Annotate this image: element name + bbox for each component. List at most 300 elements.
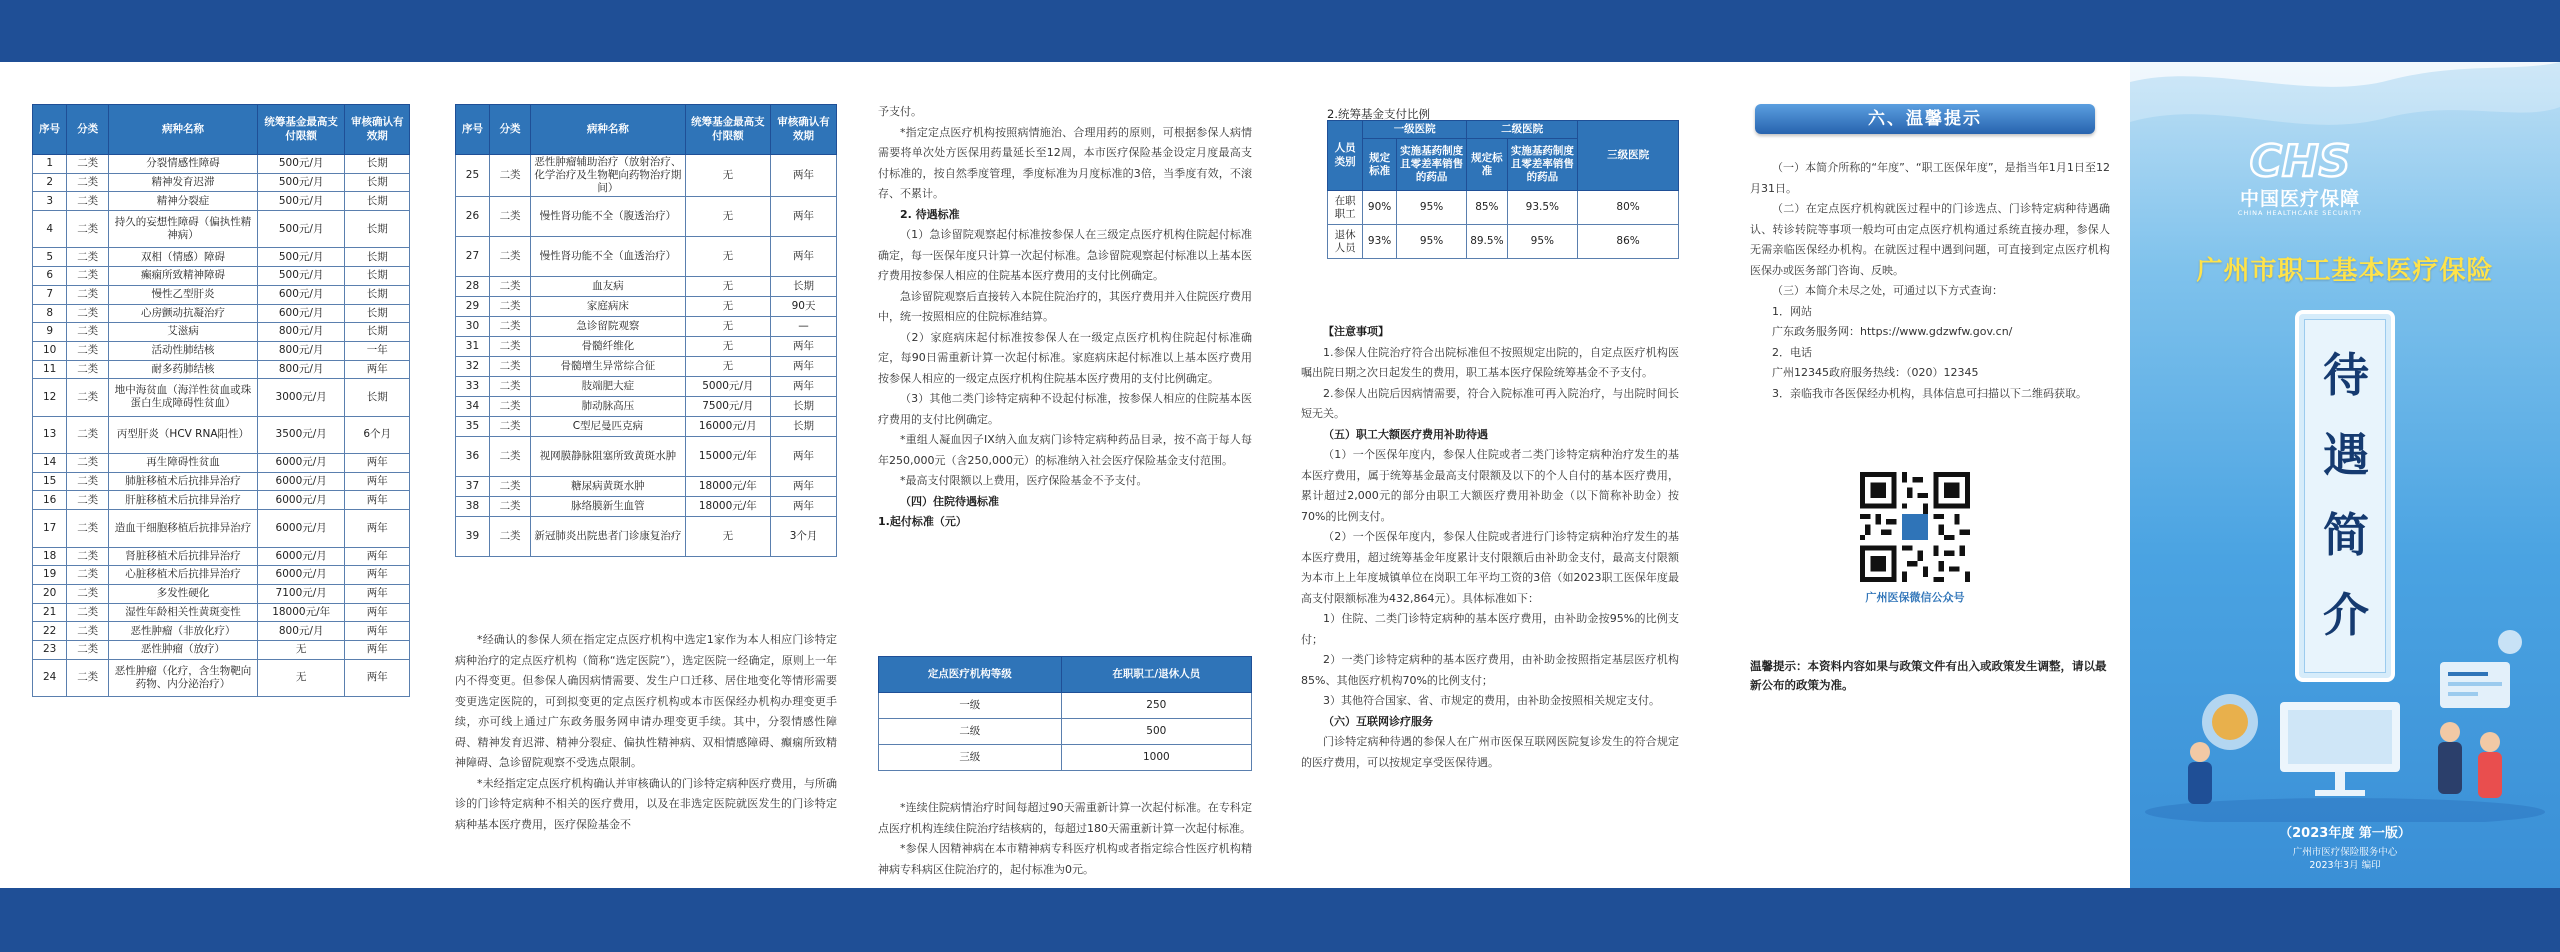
table-row [1328,225,1679,259]
table-cell: 800元/月 [257,360,344,379]
note-paragraph: *参保人因精神病在本市精神病专科医疗机构或者指定综合性医疗机构精神病专科病区住院治疗的，起付标准为0元。 [878,842,1252,876]
table-row [33,491,410,510]
table-cell: 34 [456,397,490,417]
issuer-name: 广州市医疗保险服务中心 [2292,847,2398,858]
table-cell: 39 [456,517,490,557]
table-cell: 28 [456,277,490,297]
table-cell: 二类 [67,360,109,379]
table-cell: 耐多药肺结核 [109,360,258,379]
table-row [456,297,837,317]
disease-table-2-head [456,105,837,155]
table-cell: 肝脏移植术后抗排异治疗 [109,491,258,510]
table-cell: 无 [685,317,770,337]
table-cell: 29 [456,297,490,317]
table-cell: 二类 [489,377,530,397]
table-row [456,317,837,337]
deductible-table [878,656,1252,771]
table-cell: 6000元/月 [257,547,344,566]
section-title: 六、温馨提示 [1755,104,2095,134]
cover-panel [2130,62,2560,888]
paragraph: 予支付。 [878,105,922,118]
table-cell: 二类 [489,417,530,437]
vertical-title-char: 介 [2323,588,2369,642]
table-cell: 艾滋病 [109,323,258,342]
table-cell: 退休人员 [1328,225,1363,259]
table-cell: 造血干细胞移植后抗排异治疗 [109,510,258,547]
table-cell: 新冠肺炎出院患者门诊康复治疗 [531,517,685,557]
table-cell: 36 [456,437,490,477]
table-cell: 12 [33,379,67,416]
table-row [33,285,410,304]
table-cell: 4 [33,211,67,248]
table-cell: 25 [456,155,490,197]
vertical-title-char: 待 [2323,348,2369,402]
column-header: 三级医院 [1578,121,1679,191]
brochure-sheet [0,62,2130,888]
panel-disease-list-1 [0,62,425,888]
table-cell: 6000元/月 [257,566,344,585]
table-cell: 1000 [1061,745,1251,771]
table-row [33,566,410,585]
disease-table-1-body [33,155,410,697]
note-paragraph: *经确认的参保人须在指定定点医疗机构中选定1家作为本人相应门诊特定病种治疗的定点医疗机构（简称“选定医院”），选定医院一经确定，原则上一年内不得变更。但参保人确因病情需要、发生户口迁移、居住地变化等情形需要变更选定医院的，可到拟变更的定点医疗机构或本市医保经办机构办理变更手续，亦可线上通过广东政务服务网申请办理变更手续。其中，分裂情感性障碍、精神发育迟滞、精神分裂症、偏执性精神病、双相情感障碍、癫痫所致精神障碍、急诊留院观察不受选点限制。 [455,633,837,769]
paragraph: （三）本简介未尽之处，可通过以下方式查询： [1772,284,2003,297]
deductible-table-wrap [878,656,1252,771]
table-cell: 5000元/月 [685,377,770,397]
table-cell: 10 [33,341,67,360]
table-cell: 9 [33,323,67,342]
table-cell: 6000元/月 [257,454,344,473]
table-cell: 33 [456,377,490,397]
payment-ratio-table-body [1328,191,1679,259]
column-subheader: 实施基药制度且零差率销售的药品 [1397,139,1467,191]
table-cell: 7 [33,285,67,304]
table-cell: 二类 [67,566,109,585]
table-cell: 38 [456,497,490,517]
table-cell: 双相（情感）障碍 [109,248,258,267]
table-cell: 持久的妄想性障碍（偏执性精神病） [109,211,258,248]
panel2-notes [455,630,837,835]
table-row [1328,191,1679,225]
payment-ratio-table-head [1328,121,1679,191]
table-cell: 3个月 [771,517,837,557]
table-cell: 慢性肾功能不全（血透治疗） [531,237,685,277]
table-cell: 二类 [489,277,530,297]
table-cell: 肾脏移植术后抗排异治疗 [109,547,258,566]
table-cell: 长期 [345,267,410,286]
table-cell: 二类 [67,584,109,603]
table-cell: 脉络膜新生血管 [531,497,685,517]
paragraph: （二）在定点医疗机构就医过程中的门诊选点、门诊特定病种待遇确认、转诊转院等事项一般均可由定点医疗机构通过系统直接办理，参保人无需亲临医保经办机构。在就医过程中遇到问题，可直接到定点医疗机构医保办或医务部门咨询、反映。 [1750,202,2110,277]
table-cell: 两年 [345,603,410,622]
table-cell: 500元/月 [257,267,344,286]
table-cell: 长期 [345,211,410,248]
table-cell: 93% [1363,225,1397,259]
section-heading: （六）互联网诊疗服务 [1323,714,1433,728]
table-cell: 肺脏移植术后抗排异治疗 [109,472,258,491]
table-cell: 慢性肾功能不全（腹透治疗） [531,197,685,237]
table-cell: 500元/月 [257,173,344,192]
table-row [33,323,410,342]
issue-date: 2023年3月 编印 [2309,860,2381,871]
table-cell: 23 [33,640,67,659]
paragraph: 2.参保人出院后因病情需要，符合入院标准可再入院治疗，与出院时间长短无关。 [1301,386,1679,420]
table-cell: 一年 [345,341,410,360]
people-illustration [2130,622,2560,822]
table-cell: 湿性年龄相关性黄斑变性 [109,603,258,622]
table-cell: 两年 [345,360,410,379]
table-cell: 两年 [345,659,410,696]
warm-tip: 温馨提示：本资料内容如果与政策文件有出入或政策发生调整，请以最新公布的政策为准。 [1750,659,2107,692]
table-row [456,437,837,477]
table-cell: 600元/月 [257,285,344,304]
table-cell: 27 [456,237,490,277]
table-cell: 80% [1578,191,1679,225]
table-cell: 两年 [345,472,410,491]
table-cell: 多发性硬化 [109,584,258,603]
table-cell: 20 [33,584,67,603]
table-cell: 分裂情感性障碍 [109,155,258,174]
paragraph: 门诊特定病种待遇的参保人在广州市医保互联网医院复诊发生的符合规定的医疗费用，可以按规定享受医保待遇。 [1301,735,1679,769]
paragraph: 1.参保人住院治疗符合出院标准但不按照规定出院的，自定点医疗机构医嘱出院日期之次日起发生的费用，职工基本医疗保险统筹基金不予支付。 [1301,345,1679,379]
table-cell: 21 [33,603,67,622]
table-row [33,173,410,192]
table-cell: 800元/月 [257,323,344,342]
table-cell: 35 [456,417,490,437]
table-cell: 18000元/年 [257,603,344,622]
table-cell: 血友病 [531,277,685,297]
bottom-band [0,888,2560,952]
disease-table-1-head [33,105,410,155]
section-heading: 2. 待遇标准 [900,207,960,221]
column-header: 二级医院 [1467,121,1578,139]
table-cell: 90% [1363,191,1397,225]
table-cell: 恶性肿瘤（放疗） [109,640,258,659]
table-row [33,510,410,547]
table-cell: 15 [33,472,67,491]
table-row [33,211,410,248]
table-cell: 二类 [489,437,530,477]
table-cell: 6000元/月 [257,472,344,491]
paragraph: （3）其他二类门诊特定病种不设起付标准，按参保人相应的住院基本医疗费用的支付比例确定。 [878,392,1252,426]
table-cell: 6个月 [345,416,410,453]
table-cell: 家庭病床 [531,297,685,317]
panel3-text [878,102,1252,533]
table-row [33,192,410,211]
table-cell: 二类 [67,285,109,304]
table-cell: 长期 [345,192,410,211]
table-cell: 二类 [67,416,109,453]
column-subheader: 规定标准 [1363,139,1397,191]
table-cell: 250 [1061,693,1251,719]
panel-warm-tips [1700,62,2130,888]
table-cell: 37 [456,477,490,497]
section-heading: 1.起付标准（元） [878,515,967,528]
table-cell: 16000元/月 [685,417,770,437]
table-cell: 二类 [67,155,109,174]
table-row [33,341,410,360]
table-cell: 无 [685,337,770,357]
qr-caption: 广州医保微信公众号 [1865,591,1965,604]
table-row [33,155,410,174]
paragraph: 2）一类门诊特定病种的基本医疗费用，由补助金按照指定基层医疗机构85%、其他医疗机构70%的比例支付； [1301,653,1679,687]
table-cell: 两年 [771,237,837,277]
paragraph: 3．亲临我市各医保经办机构，具体信息可扫描以下二维码获取。 [1772,386,2087,400]
table-cell: 无 [685,357,770,377]
table-cell: 32 [456,357,490,377]
paragraph: 3）其他符合国家、省、市规定的费用，由补助金按照相关规定支付。 [1323,694,1660,707]
table-cell: 85% [1467,191,1507,225]
table-row [456,357,837,377]
table-cell: 恶性肿瘤（化疗，含生物靶向药物、内分泌治疗） [109,659,258,696]
table-row [33,304,410,323]
table-cell: 心脏移植术后抗排异治疗 [109,566,258,585]
table-cell: 3500元/月 [257,416,344,453]
table-cell: 糖尿病黄斑水肿 [531,477,685,497]
table-cell: 95% [1397,225,1467,259]
table-cell: 30 [456,317,490,337]
table-cell: 二类 [67,211,109,248]
table-cell: 95% [1507,225,1578,259]
table-cell: 二类 [489,397,530,417]
payment-ratio-table [1327,120,1679,259]
table-cell: C型尼曼匹克病 [531,417,685,437]
table-cell: 13 [33,416,67,453]
table-cell: 二级 [879,719,1062,745]
table-cell: 两年 [771,197,837,237]
edition-label: （2023年度 第一版） [2279,826,2411,841]
table-cell: 长期 [345,248,410,267]
table-row [33,454,410,473]
disease-table-2 [455,104,837,557]
cover-title: 广州市职工基本医疗保险 [2196,256,2494,286]
table-cell: 18000元/年 [685,497,770,517]
table-cell: 6000元/月 [257,510,344,547]
table-cell: 86% [1578,225,1679,259]
paragraph: 2．电话 [1772,345,1812,359]
table-row [879,719,1252,745]
table-cell: 18 [33,547,67,566]
column-header: 统筹基金最高支付限额 [257,105,344,155]
table-cell: 丙型肝炎（HCV RNA阳性） [109,416,258,453]
table-cell: 800元/月 [257,622,344,641]
table-cell: 视网膜静脉阻塞所致黄斑水肿 [531,437,685,477]
table-cell: 二类 [67,454,109,473]
section-heading: （四）住院待遇标准 [900,494,999,508]
table-cell: 二类 [67,304,109,323]
table-row [879,693,1252,719]
table-cell: 二类 [489,517,530,557]
panel5-text [1750,158,2110,404]
table-cell: 二类 [67,379,109,416]
paragraph: 1）住院、二类门诊特定病种的基本医疗费用，由补助金按95%的比例支付； [1301,612,1679,646]
table-cell: 500元/月 [257,192,344,211]
column-header: 审核确认有效期 [345,105,410,155]
table-cell: 长期 [771,277,837,297]
payment-ratio-title: 2.统筹基金支付比例 [1327,107,1430,121]
table-cell: 500元/月 [257,211,344,248]
table-row [33,584,410,603]
table-cell: 500 [1061,719,1251,745]
table-cell: 二类 [67,267,109,286]
table-row [33,472,410,491]
table-cell: 两年 [771,497,837,517]
table-row [33,379,410,416]
paragraph: *指定定点医疗机构按照病情施治、合理用药的原则，可根据参保人病情需要将单次处方医保用药量延长至12周，本市医疗保险基金设定月度最高支付标准的，按自然季度管理，季度标准为月度标准的3倍，当季度有效，不滚存、不累计。 [878,125,1252,200]
table-cell: 二类 [67,659,109,696]
table-row [456,417,837,437]
table-cell: 两年 [771,377,837,397]
table-cell: 长期 [345,379,410,416]
table-cell: 无 [685,517,770,557]
table-cell: 恶性肿瘤（非放化疗） [109,622,258,641]
table-cell: 6000元/月 [257,491,344,510]
table-cell: 8 [33,304,67,323]
deductible-table-head [879,657,1252,693]
logo-letters: CHS [2249,136,2351,184]
panel-disease-list-2 [425,62,850,888]
paragraph: （一）本简介所称的“年度”、“职工医保年度”，是指当年1月1日至12月31日。 [1750,161,2110,195]
table-cell: 两年 [771,357,837,377]
table-cell: 2 [33,173,67,192]
table-cell: 二类 [67,341,109,360]
table-row [33,640,410,659]
table-cell: 二类 [67,192,109,211]
column-header: 定点医疗机构等级 [879,657,1062,693]
table-row [456,277,837,297]
table-cell: 两年 [771,155,837,197]
table-cell: — [771,317,837,337]
table-cell: 二类 [67,491,109,510]
table-cell: 95% [1397,191,1467,225]
column-header: 一级医院 [1363,121,1467,139]
table-cell: 二类 [67,510,109,547]
table-cell: 二类 [489,155,530,197]
issuer-label [2130,846,2560,872]
table-cell: 14 [33,454,67,473]
table-cell: 两年 [345,622,410,641]
disease-table-1 [32,104,410,697]
table-cell: 肢端肥大症 [531,377,685,397]
table-cell: 500元/月 [257,155,344,174]
table-cell: 93.5% [1507,191,1578,225]
table-cell: 16 [33,491,67,510]
table-cell: 15000元/年 [685,437,770,477]
table-row [456,517,837,557]
table-cell: 无 [685,237,770,277]
table-cell: 长期 [345,285,410,304]
paragraph: *重组人凝血因子IX纳入血友病门诊特定病种药品目录，按不高于每人每年250,000元（含250,000元）的标准纳入社会医疗保险基金支付范围。 [878,433,1252,467]
table-cell: 在职职工 [1328,191,1363,225]
paragraph: 急诊留院观察后直接转入本院住院治疗的，其医疗费用并入住院医疗费用中，统一按照相应的住院标准结算。 [878,289,1252,323]
table-cell: 两年 [345,491,410,510]
table-cell: 长期 [771,417,837,437]
panel4-text [1301,322,1679,773]
table-cell: 17 [33,510,67,547]
table-cell: 二类 [489,317,530,337]
wechat-qr-code-icon[interactable] [1860,472,1970,582]
table-cell: 两年 [771,337,837,357]
table-cell: 二类 [67,323,109,342]
table-cell: 89.5% [1467,225,1507,259]
column-header: 分类 [67,105,109,155]
vertical-title-char: 遇 [2323,428,2369,482]
table-cell: 无 [257,659,344,696]
column-header: 统筹基金最高支付限额 [685,105,770,155]
table-cell: 肺动脉高压 [531,397,685,417]
table-cell: 二类 [489,477,530,497]
paragraph: *最高支付限额以上费用，医疗保险基金不予支付。 [900,474,1148,487]
vertical-title-char: 简 [2323,508,2369,562]
column-header: 序号 [33,105,67,155]
table-cell: 二类 [67,472,109,491]
table-cell: 31 [456,337,490,357]
paragraph: （1）一个医保年度内，参保人住院或者二类门诊特定病种治疗发生的基本医疗费用，属于统筹基金最高支付限额及以下的个人自付的基本医疗费用，累计超过2,000元的部分由职工大额医疗费用补助金（以下简称补助金）按70%的比例支付。 [1301,448,1679,523]
table-cell: 二类 [489,497,530,517]
table-cell: 骨髓增生异常综合征 [531,357,685,377]
column-subheader: 实施基药制度且零差率销售的药品 [1507,139,1578,191]
table-cell: 6 [33,267,67,286]
table-row [33,547,410,566]
column-header: 人员类别 [1328,121,1363,191]
table-cell: 再生障碍性贫血 [109,454,258,473]
table-cell: 一级 [879,693,1062,719]
table-cell: 800元/月 [257,341,344,360]
table-cell: 二类 [67,173,109,192]
table-cell: 无 [685,155,770,197]
table-cell: 长期 [345,323,410,342]
table-cell: 慢性乙型肝炎 [109,285,258,304]
table-cell: 三级 [879,745,1062,771]
table-cell: 3 [33,192,67,211]
paragraph: 1．网站 [1772,304,1812,318]
paragraph: （2）家庭病床起付标准按参保人在一级定点医疗机构住院起付标准确定，每90日需重新计算一次起付标准。家庭病床起付标准以上基本医疗费用按参保人相应的一级定点医疗机构住院基本医疗费用的支付比例确定。 [878,330,1252,385]
table-cell: 7500元/月 [685,397,770,417]
note-paragraph: *未经指定定点医疗机构确认并审核确认的门诊特定病种医疗费用，与所确诊的门诊特定病种不相关的医疗费用，以及在非选定医院就医发生的门诊特定病种基本医疗费用，医疗保险基金不 [455,776,837,831]
table-cell: 长期 [345,173,410,192]
column-header: 审核确认有效期 [771,105,837,155]
top-band [0,0,2560,62]
table-cell: 二类 [67,603,109,622]
table-cell: 无 [685,277,770,297]
table-row [456,155,837,197]
chs-logo-icon [2230,136,2370,184]
table-cell: 癫痫所致精神障碍 [109,267,258,286]
panel3-after-notes [878,798,1252,880]
table-cell: 19 [33,566,67,585]
table-cell: 心房颤动抗凝治疗 [109,304,258,323]
table-cell: 500元/月 [257,248,344,267]
table-row [456,377,837,397]
section-heading: 【注意事项】 [1323,325,1389,338]
table-cell: 两年 [771,437,837,477]
table-cell: 22 [33,622,67,641]
table-row [33,416,410,453]
table-cell: 二类 [67,640,109,659]
table-cell: 5 [33,248,67,267]
table-row [456,397,837,417]
table-cell: 恶性肿瘤辅助治疗（放射治疗、化学治疗及生物靶向药物治疗期间） [531,155,685,197]
table-cell: 精神发育迟滞 [109,173,258,192]
table-cell: 两年 [345,640,410,659]
table-cell: 两年 [345,454,410,473]
section-heading: （五）职工大额医疗费用补助待遇 [1323,427,1488,441]
table-cell: 骨髓纤维化 [531,337,685,357]
vertical-title-inner [2304,319,2386,673]
table-cell: 26 [456,197,490,237]
note-paragraph: *连续住院病情治疗时间每超过90天需重新计算一次起付标准。在专科定点医疗机构连续住院治疗结核病的，每超过180天需重新计算一次起付标准。 [878,801,1252,835]
table-cell: 90天 [771,297,837,317]
